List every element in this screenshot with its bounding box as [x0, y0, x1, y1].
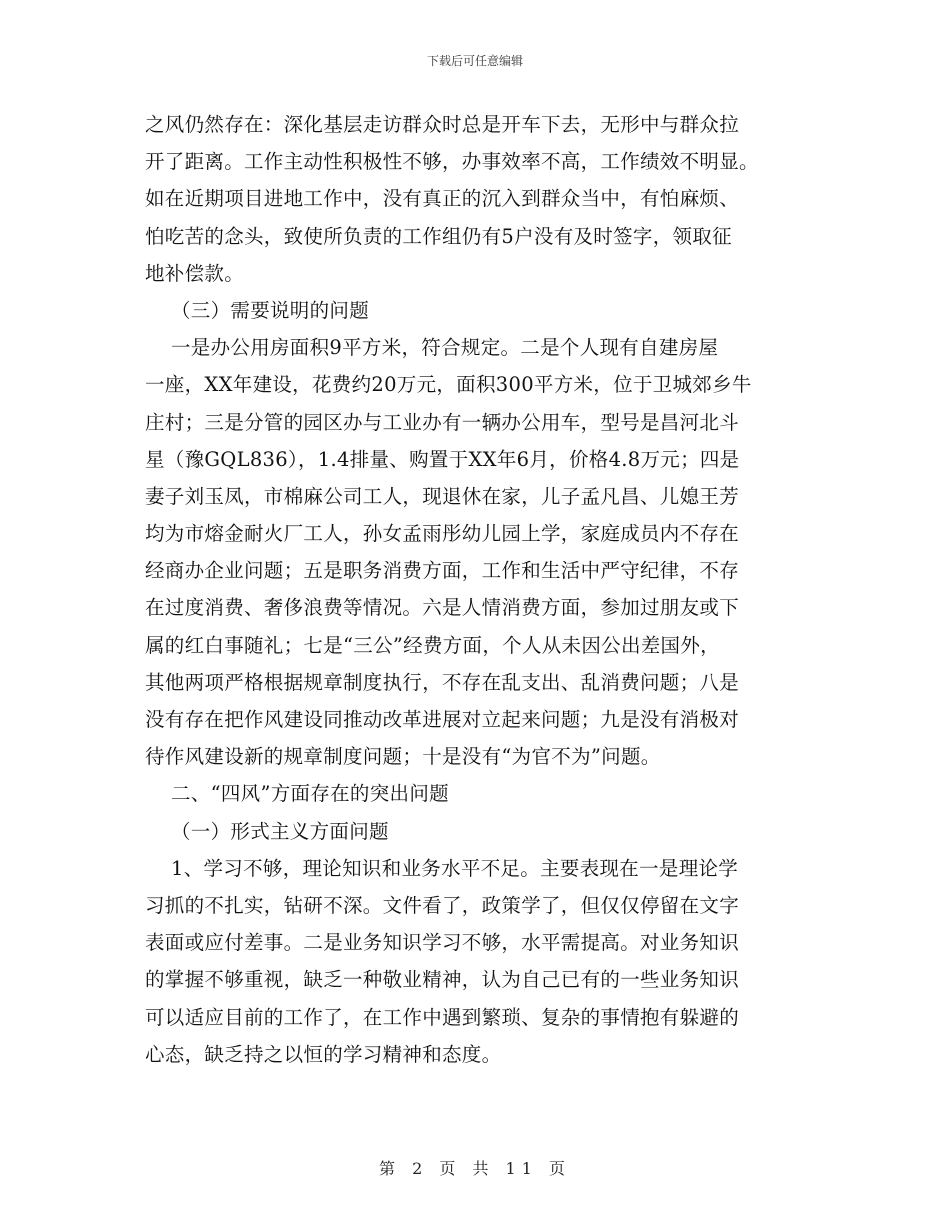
text-line: 妻子刘玉凤，市棉麻公司工人，现退休在家，儿子孟凡昌、儿媳王芳 — [145, 484, 740, 508]
text-line: 地补偿款。 — [145, 261, 245, 285]
page-header: 下载后可任意编辑 — [426, 54, 523, 68]
section-heading: （三）需要说明的问题 — [145, 298, 369, 322]
text-line: 庄村；三是分管的园区办与工业办有一辆办公用车，型号是昌河北斗 — [145, 410, 740, 434]
text-line: 属的红白事随礼；七是“三公”经费方面，个人从未因公出差国外， — [145, 633, 720, 657]
text-line: 一座，XX年建设，花费约20万元，面积300平方米，位于卫城郊乡牛 — [145, 373, 752, 397]
text-line: 可以适应目前的工作了，在工作中遇到繁琐、复杂的事情抱有躲避的 — [145, 1005, 740, 1029]
text-line: 心态，缺乏持之以恒的学习精神和态度。 — [145, 1042, 502, 1066]
text-line: 怕吃苦的念头，致使所负责的工作组仍有5户没有及时签字，领取征 — [145, 224, 732, 248]
page-number-footer: 第 2 页 共 11 页 — [379, 1159, 571, 1178]
text-line: 均为市熔金耐火厂工人，孙女孟雨彤幼儿园上学，家庭成员内不存在 — [145, 522, 740, 546]
text-line: 之风仍然存在：深化基层走访群众时总是开车下去，无形中与群众拉 — [145, 113, 740, 136]
text-line: 没有存在把作风建设同推动改革进展对立起来问题；九是没有消极对 — [145, 708, 740, 731]
document-body — [145, 106, 810, 1073]
text-line: 其他两项严格根据规章制度执行，不存在乱支出、乱消费问题；八是 — [145, 670, 740, 694]
text-line: 如在近期项目进地工作中，没有真正的沉入到群众当中，有怕麻烦、 — [145, 187, 740, 211]
text-line: 一是办公用房面积9平方米，符合规定。二是个人现有自建房屋 — [145, 336, 719, 360]
text-line: 开了距离。工作主动性积极性不够，办事效率不高，工作绩效不明显。 — [145, 150, 759, 174]
text-line: 在过度消费、奢侈浪费等情况。六是人情消费方面，参加过朋友或下 — [145, 596, 740, 620]
text-line: 1、学习不够，理论知识和业务水平不足。主要表现在一是理论学 — [145, 856, 739, 880]
section-heading: （一）形式主义方面问题 — [145, 819, 389, 843]
text-line: 习抓的不扎实，钻研不深。文件看了，政策学了，但仅仅停留在文字 — [145, 893, 740, 917]
text-line: 经商办企业问题；五是职务消费方面，工作和生活中严守纪律，不存 — [145, 559, 740, 583]
text-line: 的掌握不够重视，缺乏一种敬业精神，认为自己已有的一些业务知识 — [145, 968, 740, 992]
text-line: 星（豫GQL836），1.4排量、购置于XX年6月，价格4.8万元；四是 — [145, 447, 740, 471]
text-line: 表面或应付差事。二是业务知识学习不够，水平需提高。对业务知识 — [145, 931, 740, 955]
text-line: 待作风建设新的规章制度问题；十是没有“为官不为”问题。 — [145, 745, 661, 769]
section-heading: 二、“四风”方面存在的突出问题 — [145, 782, 449, 806]
